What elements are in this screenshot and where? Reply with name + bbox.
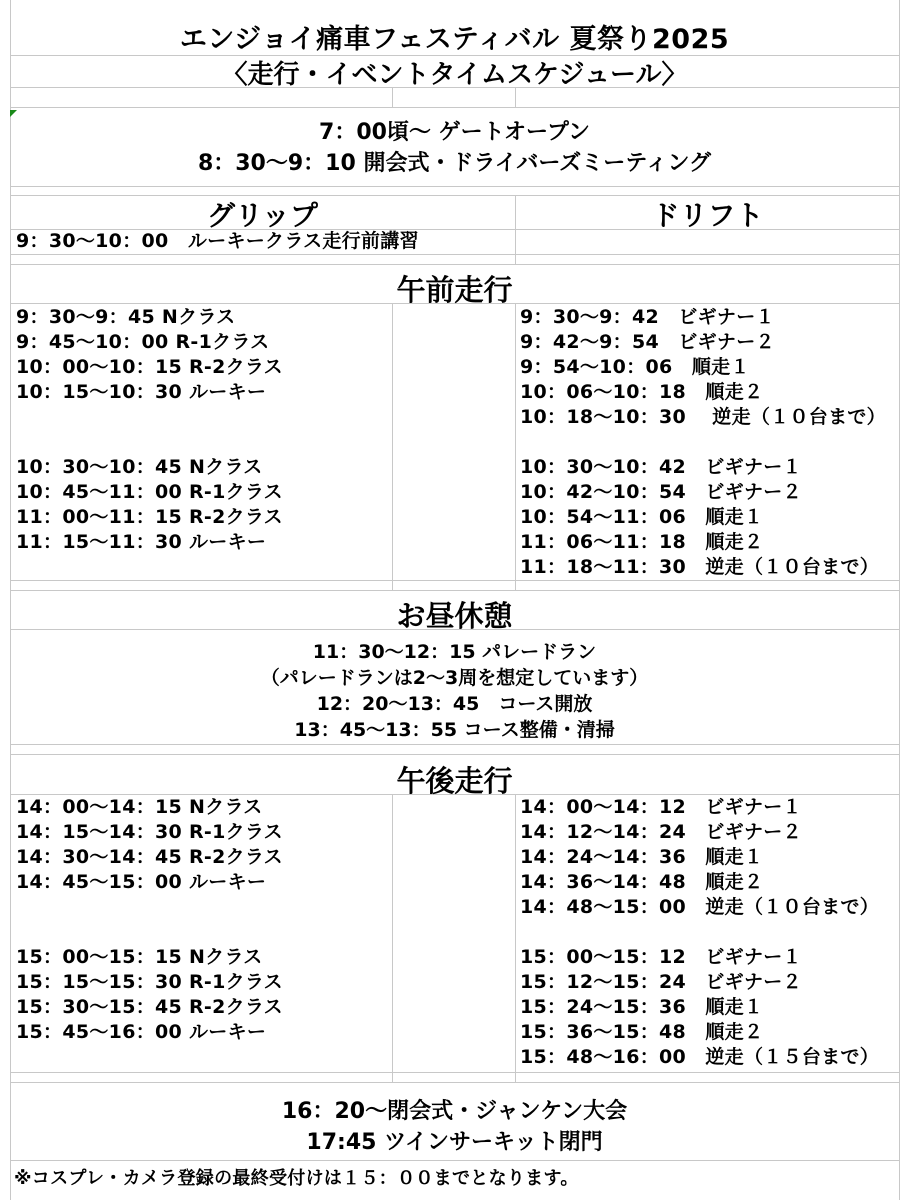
- grip-row: 15：15～15：30 R-1クラス: [16, 971, 283, 993]
- drift-row: 15：12～15：24 ビギナー２: [520, 971, 802, 993]
- grid-line: [10, 1160, 900, 1161]
- drift-row: 11：18～11：30 逆走（１０台まで）: [520, 556, 880, 578]
- lunch-item: （パレードランは2～3周を想定しています）: [260, 667, 649, 689]
- lunch-section-title: お昼休憩: [396, 599, 513, 633]
- drift-row: 9：54～10：06 順走１: [520, 356, 750, 378]
- closing-ceremony-time: 16：20～閉会式・ジャンケン大会: [281, 1099, 628, 1124]
- afternoon-section-title: 午後走行: [396, 764, 513, 798]
- grip-row: 10：15～10：30 ルーキー: [16, 381, 267, 403]
- grid-line: [392, 303, 393, 590]
- page-title: エンジョイ痛車フェスティバル 夏祭り2025: [179, 24, 730, 55]
- drift-row: 11：06～11：18 順走２: [520, 531, 764, 553]
- drift-row: 14：00～14：12 ビギナー１: [520, 796, 802, 818]
- grid-line: [10, 107, 900, 108]
- lunch-item: 12：20～13：45 コース開放: [316, 693, 593, 715]
- grip-row: 9：45～10：00 R-1クラス: [16, 331, 270, 353]
- grip-row: 10：45～11：00 R-1クラス: [16, 481, 283, 503]
- grid-line: [10, 580, 900, 581]
- drift-column-header: ドリフト: [651, 199, 764, 232]
- drift-row: 14：36～14：48 順走２: [520, 871, 764, 893]
- grid-line: [10, 1082, 900, 1083]
- drift-row: 10：54～11：06 順走１: [520, 506, 764, 528]
- drift-row: 14：12～14：24 ビギナー２: [520, 821, 802, 843]
- grip-row: 14：00～14：15 Nクラス: [16, 796, 263, 818]
- drift-row: 14：24～14：36 順走１: [520, 846, 764, 868]
- grip-row: 15：30～15：45 R-2クラス: [16, 996, 283, 1018]
- grip-row: 10：00～10：15 R-2クラス: [16, 356, 283, 378]
- page-subtitle: 〈走行・イベントタイムスケジュール〉: [221, 60, 688, 90]
- grip-row: 14：45～15：00 ルーキー: [16, 871, 267, 893]
- grid-line: [515, 794, 516, 1082]
- grip-row: 11：00～11：15 R-2クラス: [16, 506, 283, 528]
- grip-row: 10：30～10：45 Nクラス: [16, 456, 263, 478]
- grip-row: 14：30～14：45 R-2クラス: [16, 846, 283, 868]
- grid-line: [10, 754, 900, 755]
- drift-row: 9：30～9：42 ビギナー１: [520, 306, 775, 328]
- drift-row: 14：48～15：00 逆走（１０台まで）: [520, 896, 880, 918]
- grid-line: [515, 303, 516, 590]
- grid-line: [10, 744, 900, 745]
- grip-row: 15：45～16：00 ルーキー: [16, 1021, 267, 1043]
- drift-row: 10：42～10：54 ビギナー２: [520, 481, 802, 503]
- drift-row: 15：00～15：12 ビギナー１: [520, 946, 802, 968]
- drift-row: 9：42～9：54 ビギナー２: [520, 331, 775, 353]
- grip-row: 14：15～14：30 R-1クラス: [16, 821, 283, 843]
- gate-open-time: 7：00頃～ ゲートオープン: [319, 120, 590, 145]
- drift-row: 15：36～15：48 順走２: [520, 1021, 764, 1043]
- opening-ceremony-time: 8：30～9：10 開会式・ドライバーズミーティング: [197, 151, 712, 176]
- grip-row: 11：15～11：30 ルーキー: [16, 531, 267, 553]
- drift-row: 10：18～10：30 逆走（１０台まで）: [520, 406, 886, 428]
- gate-close-time: 17:45 ツインサーキット閉門: [306, 1130, 603, 1155]
- grid-line: [10, 186, 900, 187]
- drift-row: 15：48～16：00 逆走（１５台まで）: [520, 1046, 880, 1068]
- grip-row: 15：00～15：15 Nクラス: [16, 946, 263, 968]
- morning-section-title: 午前走行: [396, 273, 513, 307]
- lunch-item: 13：45～13：55 コース整備・清掃: [294, 719, 615, 741]
- drift-row: 10：06～10：18 順走２: [520, 381, 764, 403]
- grip-row: 9：30～9：45 Nクラス: [16, 306, 236, 328]
- lunch-item: 11：30～12：15 パレードラン: [312, 641, 597, 663]
- grid-line: [10, 590, 900, 591]
- grid-line: [392, 794, 393, 1082]
- grid-line: [10, 254, 900, 255]
- drift-row: 10：30～10：42 ビギナー１: [520, 456, 802, 478]
- grip-column-header: グリップ: [207, 199, 318, 232]
- grid-line: [10, 264, 900, 265]
- grid-line: [10, 1072, 900, 1073]
- rookie-lecture: 9：30～10：00 ルーキークラス走行前講習: [16, 230, 419, 252]
- drift-row: 15：24～15：36 順走１: [520, 996, 764, 1018]
- registration-note: ※コスプレ・カメラ登録の最終受付けは１５：００までとなります。: [14, 1168, 579, 1189]
